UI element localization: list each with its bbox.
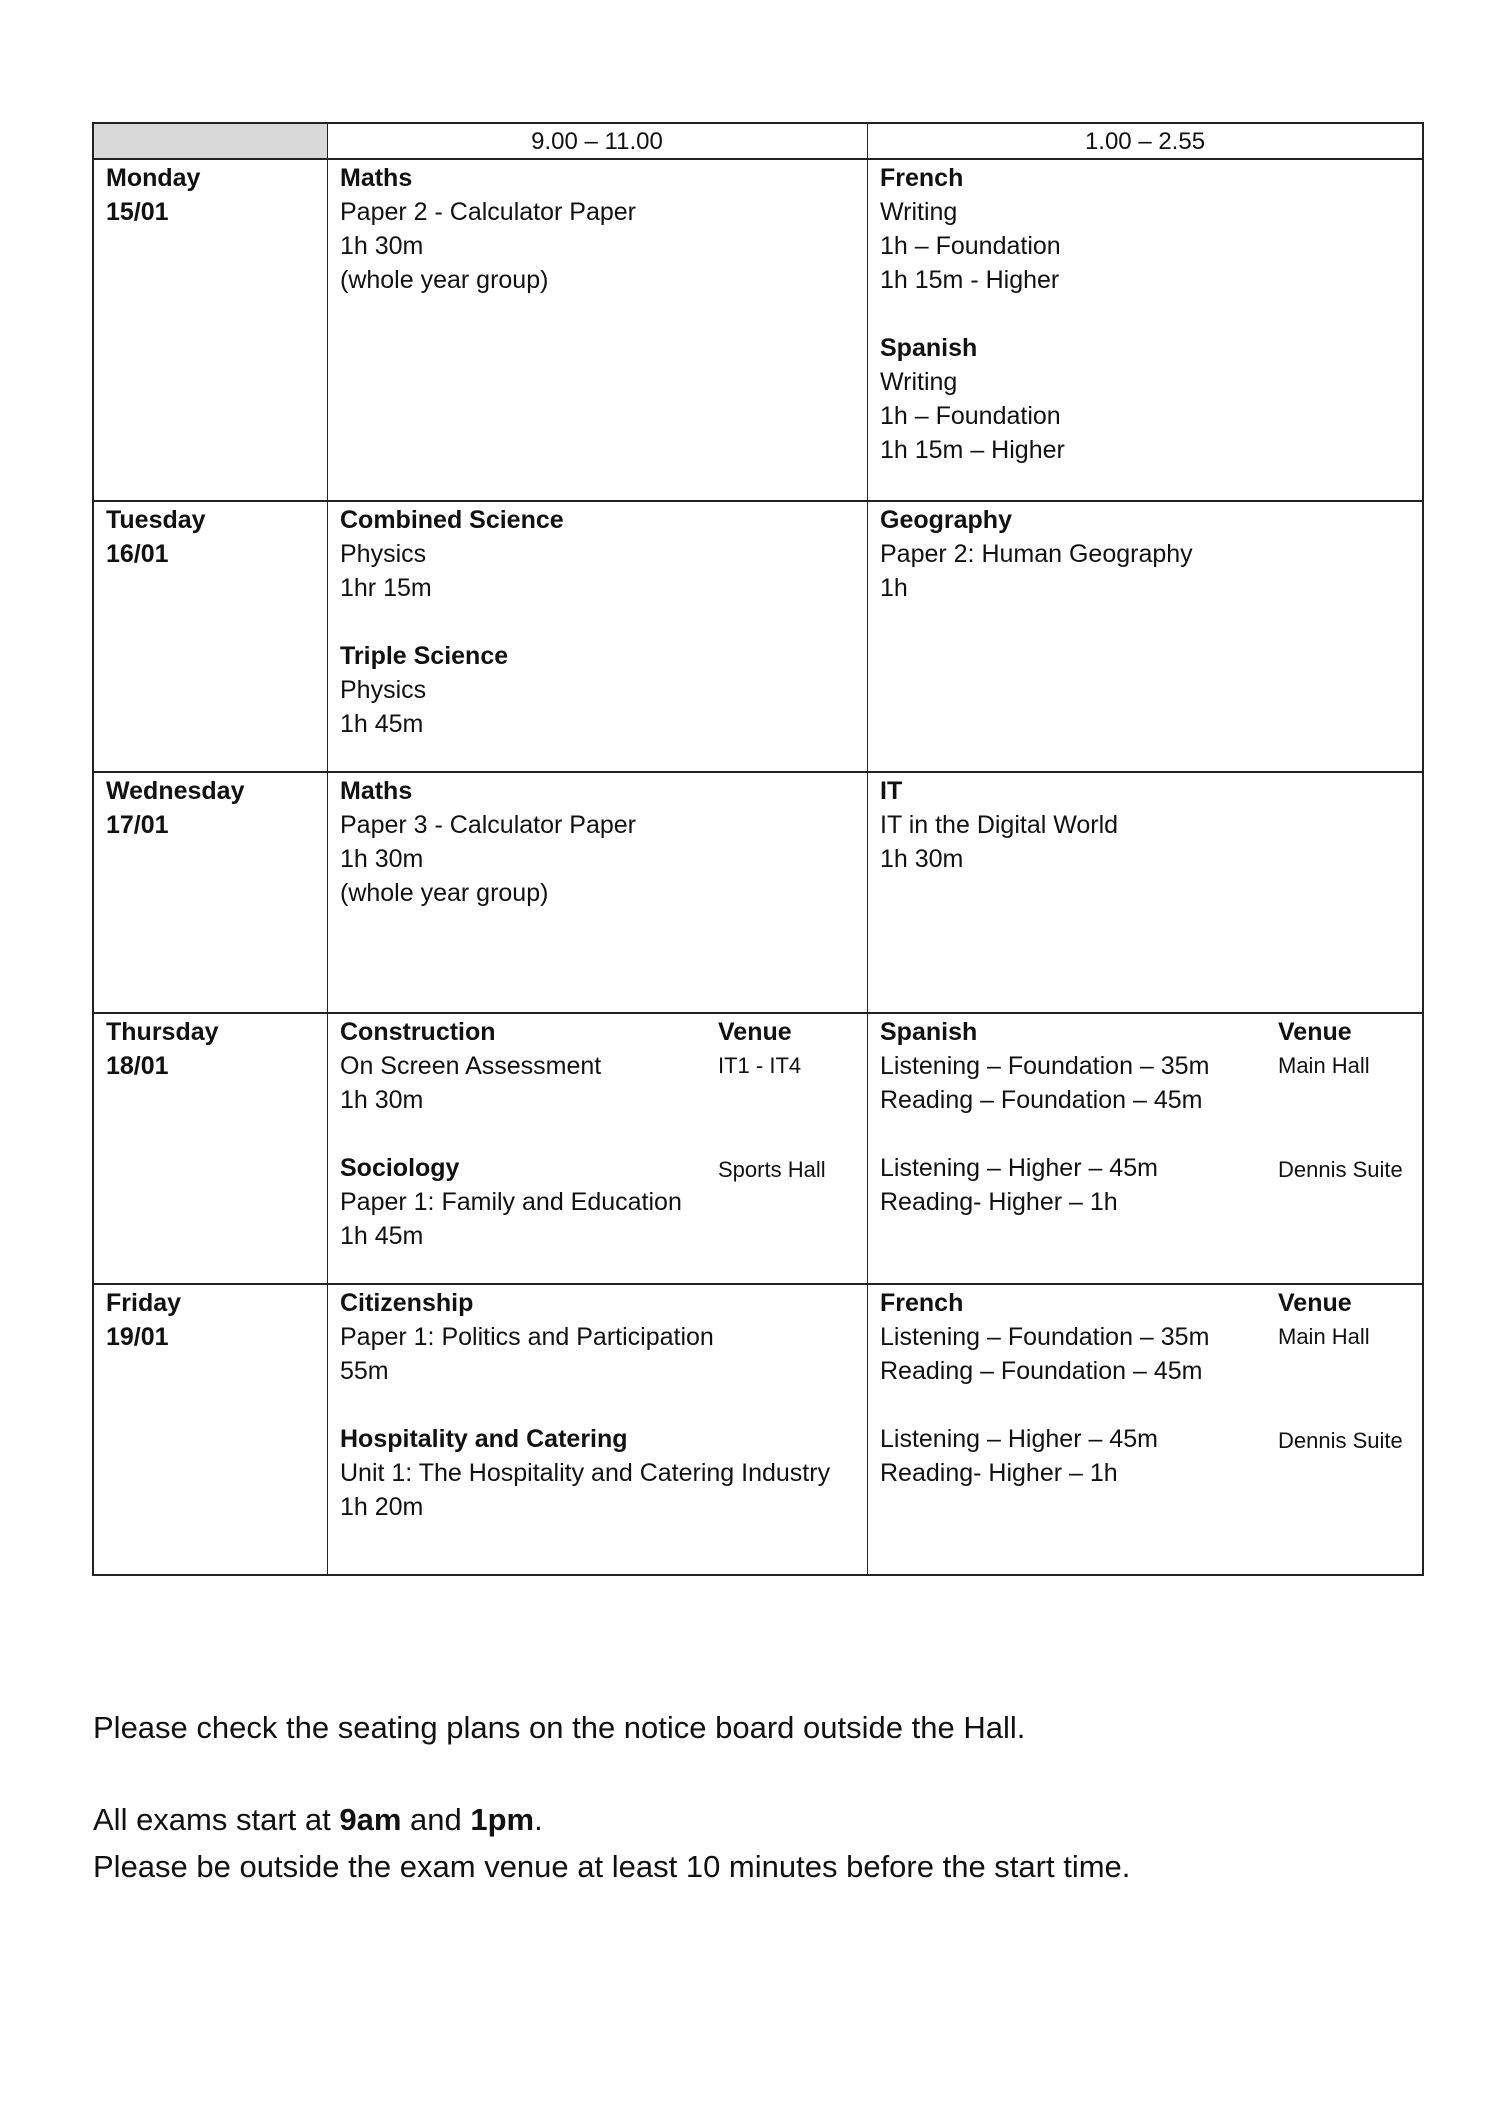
row-divider [94, 771, 1422, 773]
exam-duration: 1h 15m - Higher [880, 266, 1060, 294]
venue-name: Main Hall [1278, 1324, 1370, 1349]
exam-detail: Reading – Foundation – 45m [880, 1086, 1203, 1114]
day-name: Thursday [106, 1018, 219, 1046]
afternoon-exam-thursday [880, 1015, 1209, 1219]
day-date: 19/01 [106, 1323, 169, 1351]
exam-detail: Listening – Higher – 45m [880, 1154, 1158, 1182]
exam-duration: 55m [340, 1357, 389, 1385]
venue-name: Dennis Suite [1278, 1157, 1403, 1182]
exam-note: (whole year group) [340, 266, 549, 294]
start-mid: and [401, 1802, 471, 1837]
exam-detail: Listening – Higher – 45m [880, 1425, 1158, 1453]
day-date: 18/01 [106, 1052, 169, 1080]
day-cell-tuesday [106, 503, 206, 571]
exam-duration: 1h 45m [340, 1222, 424, 1250]
day-cell-wednesday [106, 774, 244, 842]
exam-duration: 1h 15m – Higher [880, 436, 1065, 464]
exam-duration: 1h 30m [340, 1086, 424, 1114]
column-divider [867, 124, 868, 1574]
exam-detail: Paper 1: Politics and Participation [340, 1323, 714, 1351]
exam-detail: Listening – Foundation – 35m [880, 1052, 1210, 1080]
exam-detail: Listening – Foundation – 35m [880, 1323, 1210, 1351]
exam-note: (whole year group) [340, 879, 549, 907]
exam-detail: Paper 2: Human Geography [880, 540, 1193, 568]
start-am: 9am [339, 1802, 402, 1837]
venue-heading: Venue [1278, 1018, 1352, 1046]
afternoon-exam-friday [880, 1286, 1209, 1490]
venue-name: Sports Hall [718, 1157, 826, 1182]
arrival-note: Please be outside the exam venue at least 10 minutes before the start time. [93, 1849, 1131, 1884]
column-divider [327, 124, 328, 1574]
exam-subject: Combined Science [340, 506, 564, 534]
day-date: 17/01 [106, 811, 169, 839]
afternoon-exam-monday [880, 161, 1065, 467]
row-divider [94, 158, 1422, 160]
venue-name: Dennis Suite [1278, 1428, 1403, 1453]
exam-subject: Geography [880, 506, 1012, 534]
exam-detail: Writing [880, 198, 958, 226]
exam-duration: 1hr 15m [340, 574, 432, 602]
seating-note: Please check the seating plans on the notice board outside the Hall. [93, 1710, 1026, 1745]
exam-subject: Maths [340, 777, 413, 805]
day-name: Monday [106, 164, 201, 192]
exam-subject: Spanish [880, 334, 978, 362]
exam-duration: 1h – Foundation [880, 402, 1061, 430]
row-divider [94, 500, 1422, 502]
exam-subject: Spanish [880, 1018, 978, 1046]
morning-exam-friday [340, 1286, 830, 1524]
exam-duration: 1h 20m [340, 1493, 424, 1521]
start-prefix: All exams start at [93, 1802, 340, 1837]
exam-duration: 1h 45m [340, 710, 424, 738]
day-cell-monday [106, 161, 200, 229]
exam-subject: IT [880, 777, 903, 805]
day-date: 16/01 [106, 540, 169, 568]
exam-detail: IT in the Digital World [880, 811, 1119, 839]
exam-detail: Writing [880, 368, 958, 396]
row-divider [94, 1012, 1422, 1014]
exam-detail: Reading- Higher – 1h [880, 1459, 1118, 1487]
header-afternoon-slot: 1.00 – 2.55 [1084, 128, 1206, 155]
exam-detail: Reading – Foundation – 45m [880, 1357, 1203, 1385]
venue-heading: Venue [718, 1018, 792, 1046]
exam-detail: Physics [340, 540, 427, 568]
venue-heading: Venue [1278, 1289, 1352, 1317]
morning-exam-wednesday [340, 774, 636, 910]
start-suffix: . [534, 1802, 543, 1837]
day-name: Friday [106, 1289, 182, 1317]
day-date: 15/01 [106, 198, 169, 226]
header-blank-cell [94, 124, 327, 159]
exam-detail: On Screen Assessment [340, 1052, 602, 1080]
exam-detail: Reading- Higher – 1h [880, 1188, 1118, 1216]
exam-duration: 1h [880, 574, 908, 602]
exam-subject: Maths [340, 164, 413, 192]
header-morning-slot: 9.00 – 11.00 [531, 128, 663, 155]
exam-detail: Unit 1: The Hospitality and Catering Industry [340, 1459, 831, 1487]
morning-exam-tuesday [340, 503, 564, 741]
morning-exam-monday [340, 161, 636, 297]
start-time-note [93, 1798, 543, 1842]
exam-subject: Citizenship [340, 1289, 474, 1317]
exam-subject: Sociology [340, 1154, 460, 1182]
exam-duration: 1h – Foundation [880, 232, 1061, 260]
exam-subject: Triple Science [340, 642, 509, 670]
exam-duration: 1h 30m [340, 845, 424, 873]
morning-exam-thursday [340, 1015, 682, 1253]
exam-subject: Hospitality and Catering [340, 1425, 628, 1453]
exam-subject: Construction [340, 1018, 496, 1046]
exam-duration: 1h 30m [340, 232, 424, 260]
exam-duration: 1h 30m [880, 845, 964, 873]
exam-timetable [92, 122, 1424, 1576]
start-pm: 1pm [470, 1802, 535, 1837]
exam-detail: Paper 1: Family and Education [340, 1188, 682, 1216]
afternoon-exam-wednesday [880, 774, 1118, 876]
day-cell-thursday [106, 1015, 219, 1083]
venue-name: Main Hall [1278, 1053, 1370, 1078]
exam-detail: Paper 3 - Calculator Paper [340, 811, 636, 839]
exam-subject: French [880, 164, 964, 192]
venue-name: IT1 - IT4 [718, 1053, 802, 1078]
day-cell-friday [106, 1286, 181, 1354]
afternoon-exam-tuesday [880, 503, 1193, 605]
day-name: Tuesday [106, 506, 206, 534]
exam-detail: Physics [340, 676, 427, 704]
day-name: Wednesday [106, 777, 245, 805]
row-divider [94, 1283, 1422, 1285]
exam-detail: Paper 2 - Calculator Paper [340, 198, 636, 226]
exam-subject: French [880, 1289, 964, 1317]
